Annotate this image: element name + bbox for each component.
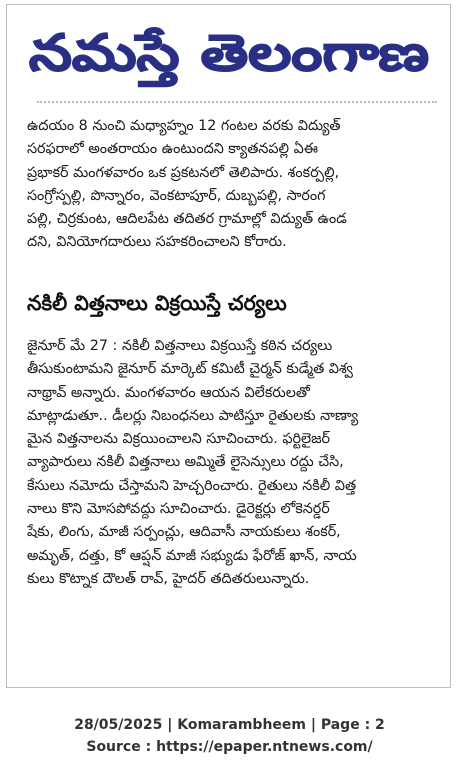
paragraph-line: అమృత్, దత్తు, కో ఆప్షన్ మాజీ సభ్యుడు ఫేరోజ్ ఖాన్, నాయ bbox=[27, 547, 357, 564]
paragraph-line: మాట్లాడుతూ.. డీలర్లు నిబంధనలు పాటిస్తూ రైతులకు నాణ్యా bbox=[27, 407, 359, 424]
intro-paragraph bbox=[27, 115, 442, 255]
paragraph-line: కులు కొట్నాక దౌలత్ రావ్, హైదర్ తదితరులున్నారు. bbox=[27, 570, 310, 587]
paragraph-line: షేకు, లింగు, మాజీ సర్పంచ్లు, ఆదివాసీ నాయకులు శంకర్, bbox=[27, 524, 341, 541]
paragraph-line: నాథ్రావ్ అన్నారు. మంగళవారం ఆయన విలేకరులతో bbox=[27, 384, 310, 401]
paragraph-line: కేసులు నమోదు చేస్తామని హెచ్చరించారు. రైతులు నకిలీ విత్త bbox=[27, 477, 357, 494]
paragraph-line: తీసుకుంటామని జైనూర్ మార్కెట్ కమిటీ చైర్మన్ కుడ్మేత విశ్వ bbox=[27, 361, 353, 378]
article-body bbox=[27, 335, 442, 591]
paragraph-line: జైనూర్ మే 27 : నకిలీ విత్తనాలు విక్రయిస్తే కఠిన చర్యలు bbox=[27, 338, 333, 354]
edition-info: 28/05/2025 | Komarambheem | Page : 2 bbox=[74, 717, 385, 733]
paragraph-line: సంగ్రోస్పల్లి, పొన్నారం, వెంకటాపూర్, దుబ్బపల్లి, సారంగ bbox=[27, 187, 326, 204]
paragraph-line: నాలు కొని మోసపోవద్దు సూచించారు. డైరెక్టర్లు లోకెనర్డర్ bbox=[27, 501, 330, 518]
paragraph-line: దని, వినియోగదారులు సహకరించాలని కోరారు. bbox=[27, 234, 287, 251]
source-link[interactable]: Source : https://epaper.ntnews.com/ bbox=[86, 739, 373, 755]
masthead bbox=[7, 5, 450, 95]
paragraph-line: ఉదయం 8 నుంచి మధ్యాహ్నం 12 గంటల వరకు విద్యుత్ bbox=[27, 118, 341, 134]
epaper-clipping bbox=[6, 4, 451, 688]
newspaper-logo bbox=[19, 10, 439, 90]
paragraph-line: మైన విత్తనాలను విక్రయించాలని సూచించారు. ఫర్టిలైజర్ bbox=[27, 431, 331, 448]
paragraph-line: పల్లి, చిర్రకుంట, ఆదిలపేట తదితర గ్రామాల్లో విద్యుత్ ఉండ bbox=[27, 211, 347, 228]
svg-text:నమస్తే తెలంగాణ: నమస్తే తెలంగాణ bbox=[28, 24, 357, 82]
paragraph-line: ప్రభాకర్ మంగళవారం ఒక ప్రకటనలో తెలిపారు. శంకర్పల్లి, bbox=[27, 164, 340, 181]
article-headline: నకిలీ విత్తనాలు విక్రయిస్తే చర్యలు bbox=[27, 291, 287, 315]
paragraph-line: సరఫరాలో అంతరాయం ఉంటుందని క్యాతనపల్లి ఏఈ bbox=[27, 141, 318, 158]
paragraph-line: వ్యాపారులు నకిలీ విత్తనాలు అమ్మితే లైసెన్సులు రద్దు చేసి, bbox=[27, 454, 344, 471]
clipping-cut-edge bbox=[37, 101, 437, 113]
